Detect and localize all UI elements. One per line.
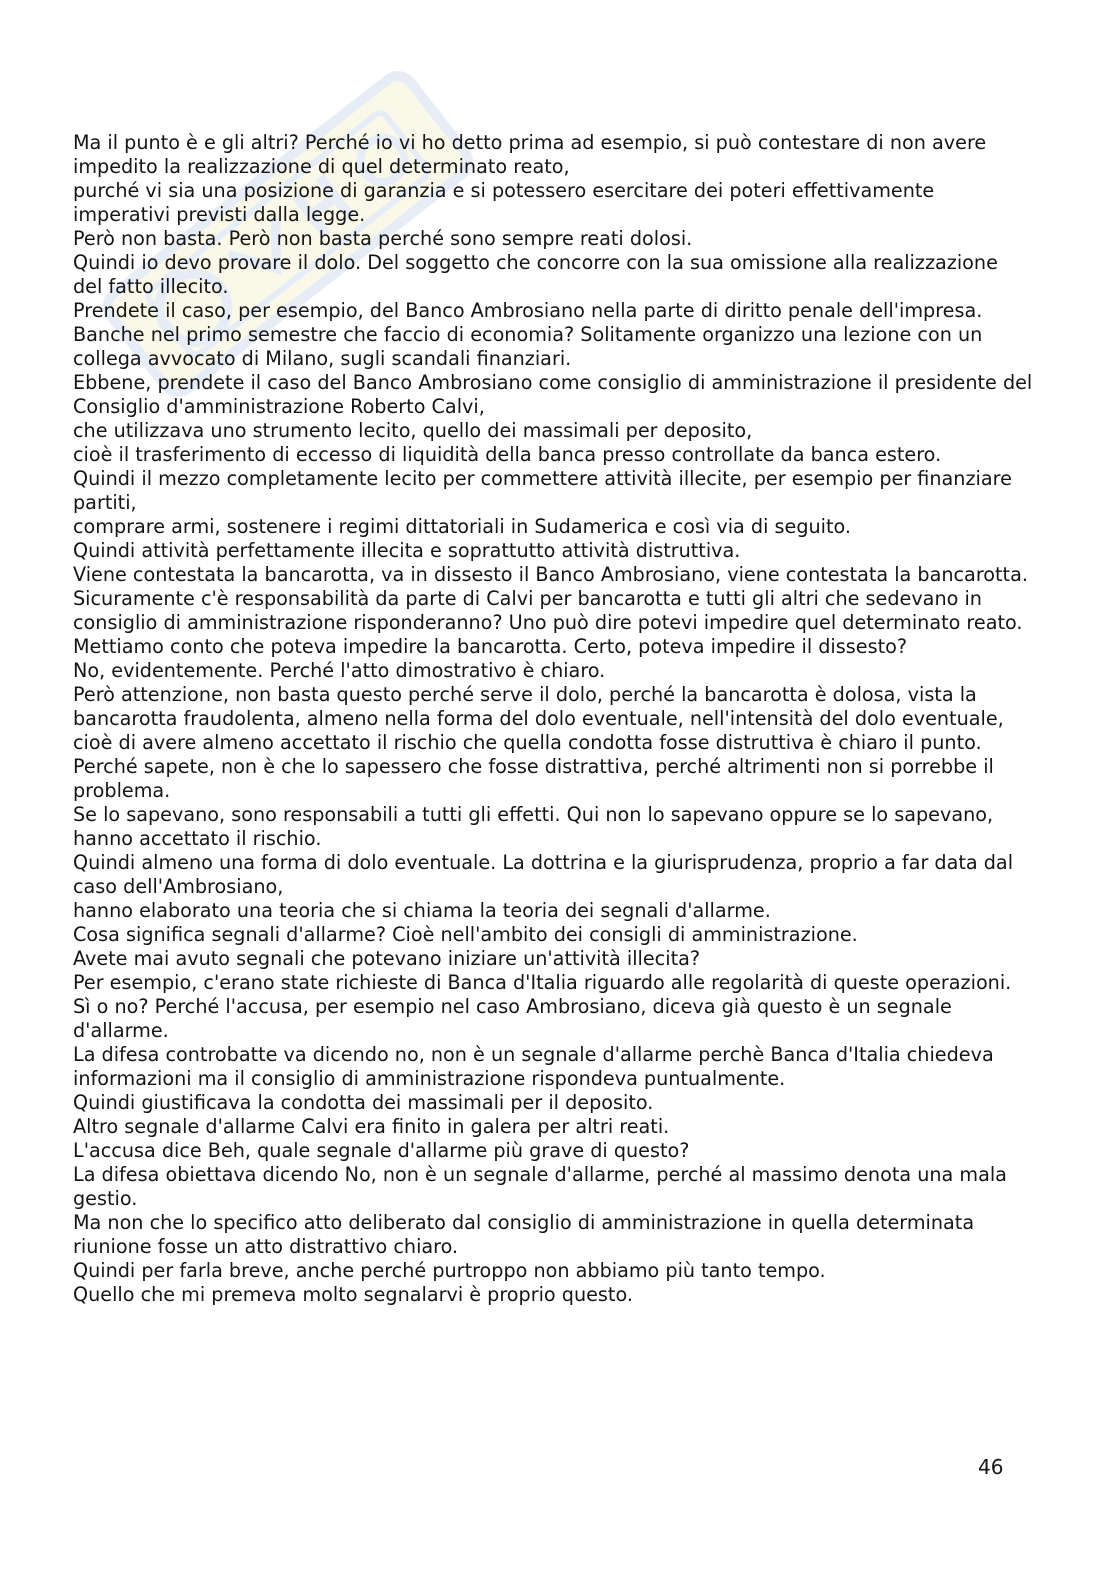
- text-line: Per esempio, c'erano state richieste di Banca d'Italia riguardo alle regolarità di queste operazioni.: [73, 971, 1012, 994]
- text-line: Quello che mi premeva molto segnalarvi è proprio questo.: [73, 1283, 633, 1306]
- text-line: Banche nel primo semestre che faccio di economia? Solitamente organizzo una lezione con un collega avvocato di Milano, sugli scandali finanziari.: [73, 323, 989, 370]
- text-line: No, evidentemente. Perché l'atto dimostrativo è chiaro.: [73, 659, 606, 682]
- text-line: Altro segnale d'allarme Calvi era finito in galera per altri reati.: [73, 1115, 670, 1138]
- text-line: che utilizzava uno strumento lecito, quello dei massimali per deposito,: [73, 419, 753, 442]
- text-line: L'accusa dice Beh, quale segnale d'allarme più grave di questo?: [73, 1139, 690, 1162]
- text-line: Sì o no? Perché l'accusa, per esempio nel caso Ambrosiano, diceva già questo è un segnale d'allarme.: [73, 995, 958, 1042]
- text-line: Cosa significa segnali d'allarme? Cioè nell'ambito dei consigli di amministrazione.: [73, 923, 858, 946]
- text-line: Quindi io devo provare il dolo. Del soggetto che concorre con la sua omissione alla realizzazione del fatto illecito.: [73, 251, 1004, 298]
- text-line: Ma non che lo specifico atto deliberato dal consiglio di amministrazione in quella determinata riunione fosse un atto distrattivo chiaro.: [73, 1211, 981, 1258]
- text-line: Quindi giustificava la condotta dei massimali per il deposito.: [73, 1091, 654, 1114]
- page-number: 46: [978, 1455, 1004, 1479]
- text-line: Ma il punto è e gli altri? Perché io vi ho detto prima ad esempio, si può contestare di non avere impedito la realizzazione di quel determinato reato,: [73, 131, 993, 178]
- text-line: Viene contestata la bancarotta, va in dissesto il Banco Ambrosiano, viene contestata la bancarotta.: [73, 563, 1028, 586]
- text-line: Sicuramente c'è responsabilità da parte di Calvi per bancarotta e tutti gli altri che sedevano in consiglio di amministrazione risponderanno? Uno può dire potevi impedire quel determinato reato.: [73, 587, 1023, 634]
- text-line: La difesa obiettava dicendo No, non è un segnale d'allarme, perché al massimo denota una mala gestio.: [73, 1163, 1014, 1210]
- text-line: Quindi attività perfettamente illecita e soprattutto attività distruttiva.: [73, 539, 741, 562]
- text-line: Quindi il mezzo completamente lecito per commettere attività illecite, per esempio per finanziare partiti,: [73, 467, 1019, 514]
- text-line: comprare armi, sostenere i regimi dittatoriali in Sudamerica e così via di seguito.: [73, 515, 852, 538]
- text-line: Mettiamo conto che poteva impedire la bancarotta. Certo, poteva impedire il dissesto?: [73, 635, 908, 658]
- document-body: [73, 131, 1039, 1307]
- text-line: purché vi sia una posizione di garanzia e si potessero esercitare dei poteri effettivamente imperativi previsti dalla legge.: [73, 179, 941, 226]
- text-line: Quindi almeno una forma di dolo eventuale. La dottrina e la giurisprudenza, proprio a far data dal caso dell'Ambrosiano,: [73, 851, 1020, 898]
- text-line: La difesa controbatte va dicendo no, non è un segnale d'allarme perchè Banca d'Italia chiedeva informazioni ma il consiglio di amministrazione rispondeva puntualmente.: [73, 1043, 1000, 1090]
- text-line: cioè il trasferimento di eccesso di liquidità della banca presso controllate da banca estero.: [73, 443, 942, 466]
- text-line: Se lo sapevano, sono responsabili a tutti gli effetti. Qui non lo sapevano oppure se lo sapevano, hanno accettato il rischio.: [73, 803, 1000, 850]
- text-line: hanno elaborato una teoria che si chiama la teoria dei segnali d'allarme.: [73, 899, 771, 922]
- text-line: Però attenzione, non basta questo perché serve il dolo, perché la bancarotta è dolosa, vista la bancarotta fraudolenta, almeno nella forma del dolo eventuale, nell'intensità del dolo eventuale, cioè di avere almeno accettato il rischio che quella condotta fosse distruttiva è chiaro il punto.: [73, 683, 1010, 754]
- text-line: Prendete il caso, per esempio, del Banco Ambrosiano nella parte di diritto penale dell'impresa.: [73, 299, 983, 322]
- text-line: Quindi per farla breve, anche perché purtroppo non abbiamo più tanto tempo.: [73, 1259, 826, 1282]
- text-line: Però non basta. Però non basta perché sono sempre reati dolosi.: [73, 227, 693, 250]
- text-line: Ebbene, prendete il caso del Banco Ambrosiano come consiglio di amministrazione il presidente del Consiglio d'amministrazione Roberto Calvi,: [73, 371, 1039, 418]
- text-line: Perché sapete, non è che lo sapessero che fosse distrattiva, perché altrimenti non si porrebbe il problema.: [73, 755, 1000, 802]
- text-line: Avete mai avuto segnali che potevano iniziare un'attività illecita?: [73, 947, 701, 970]
